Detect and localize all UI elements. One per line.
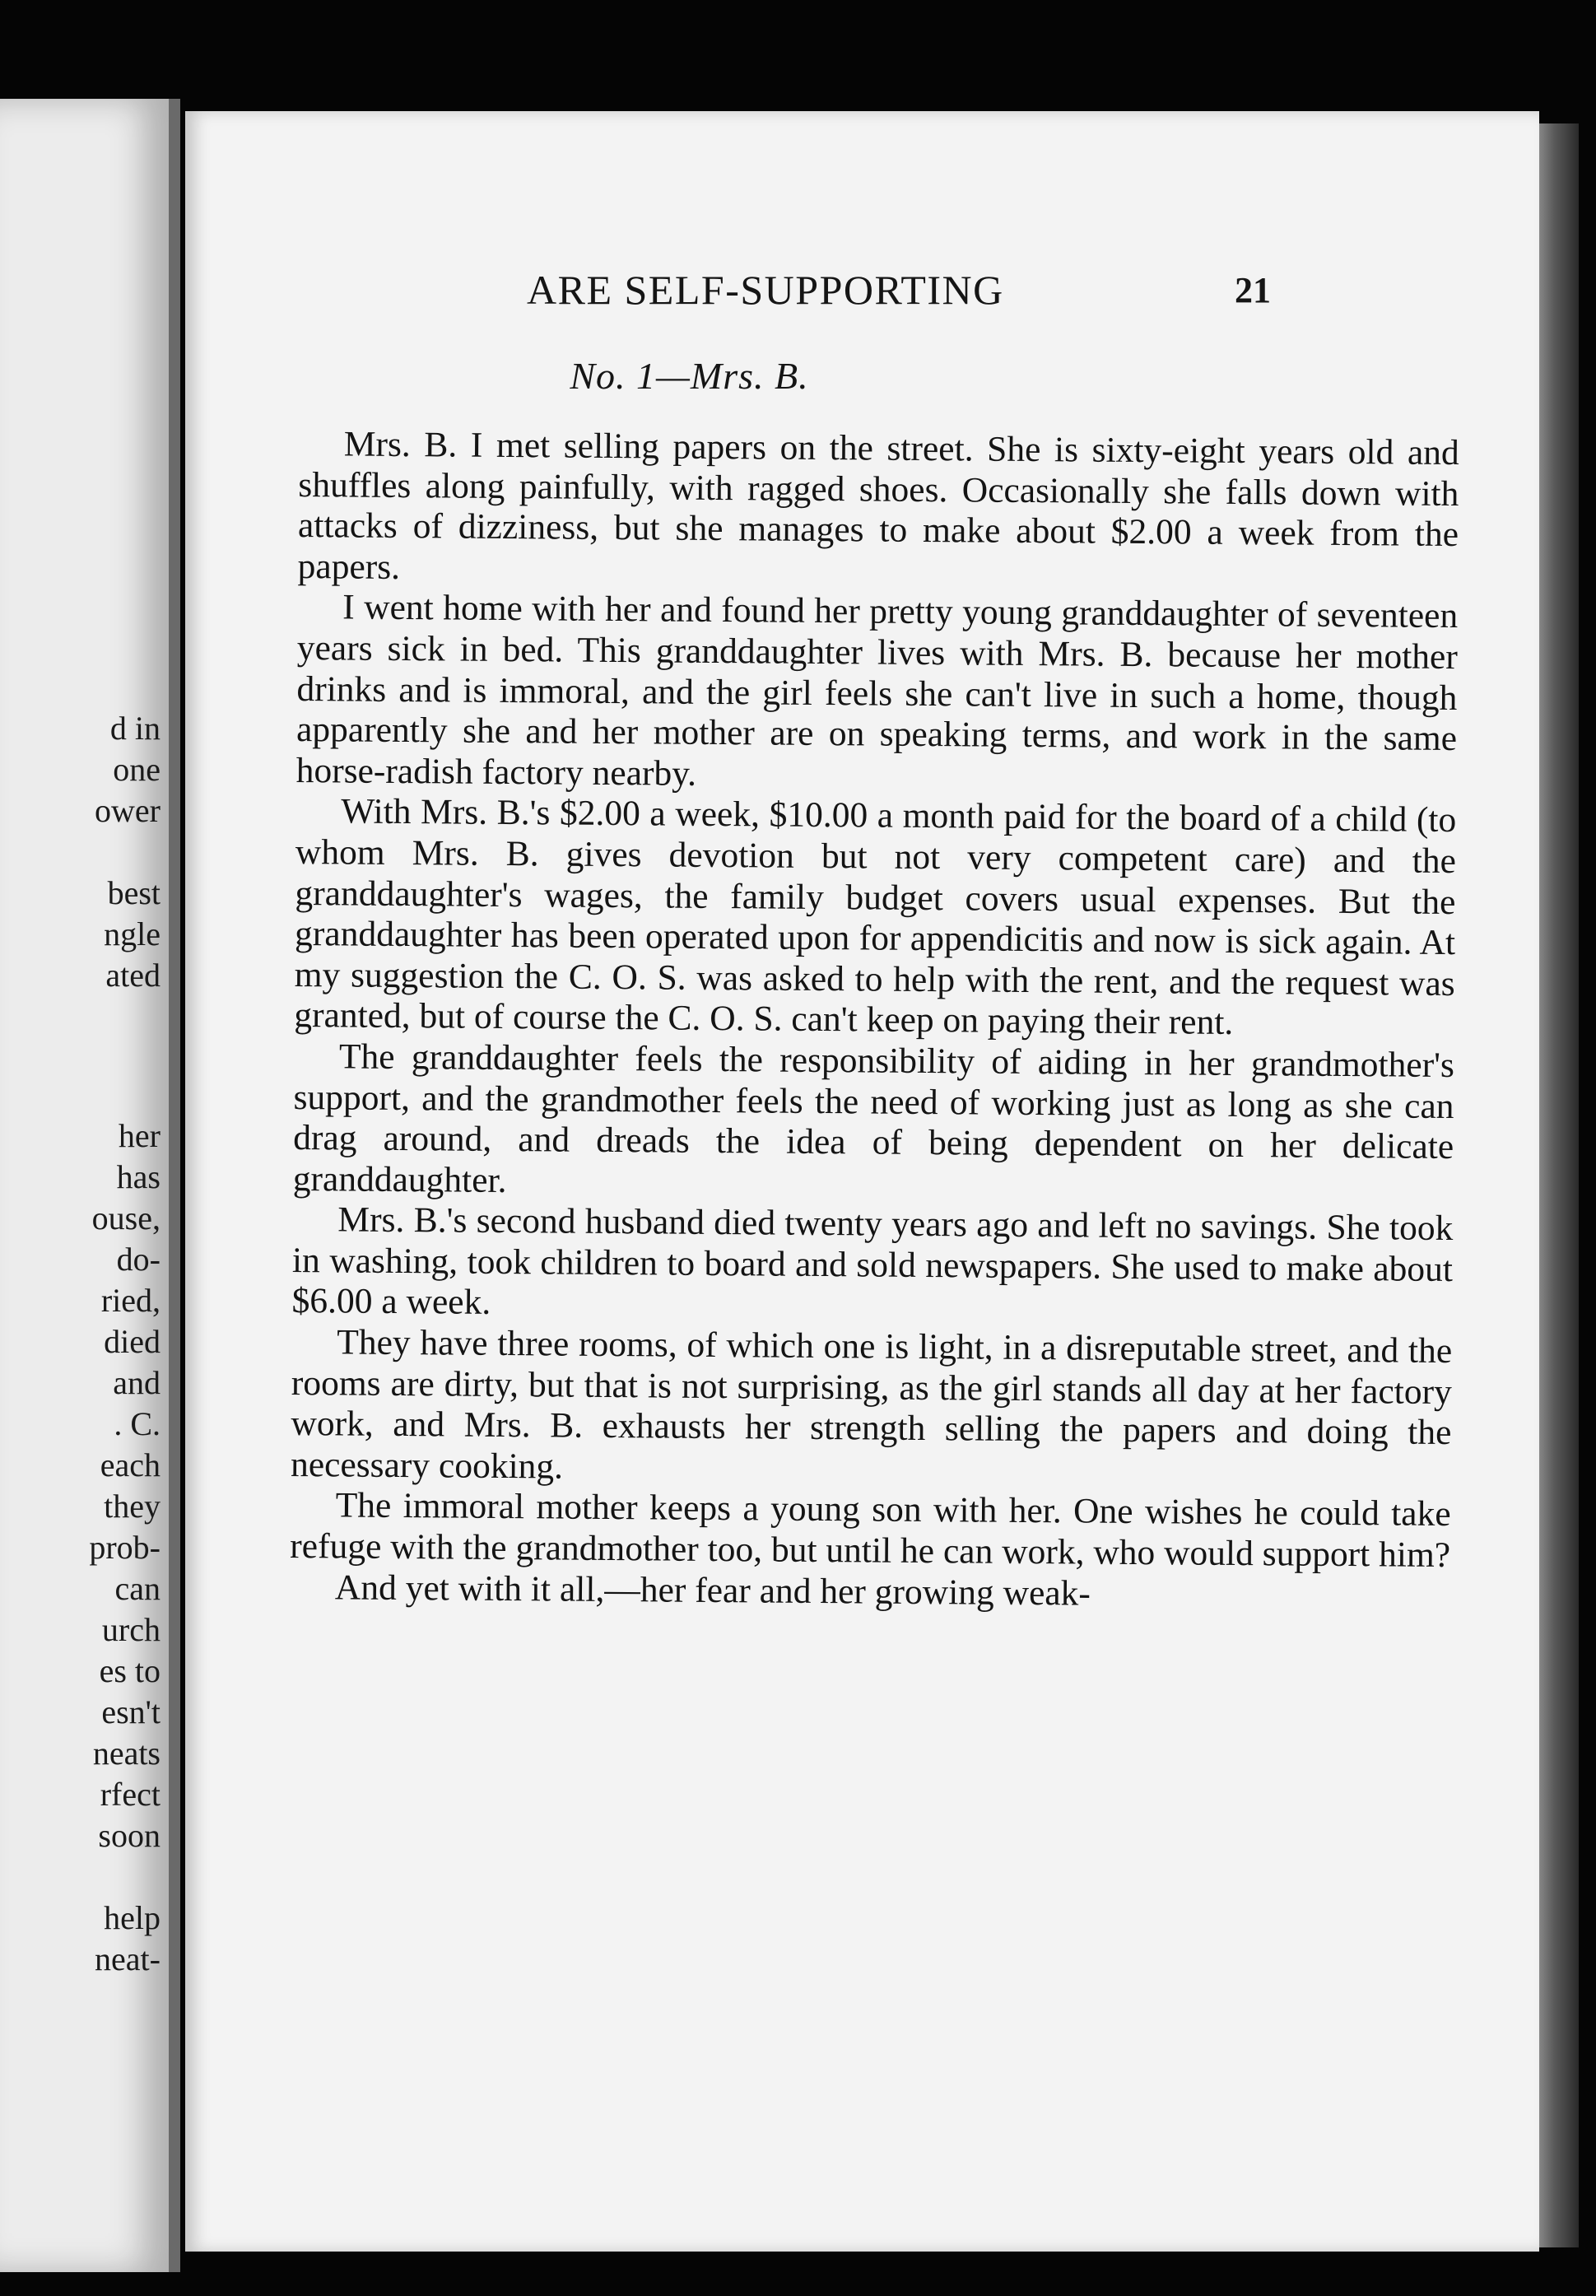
facing-page-fragment: ouse, xyxy=(91,1199,161,1236)
page-edge-right xyxy=(1538,123,1579,2247)
paragraph: With Mrs. B.'s $2.00 a week, $10.00 a month paid for the board of a child (to whom Mrs. B. gives devotion but not very competent care) and the granddaughter's wages, the family budget covers usual expenses. But the granddaughter has been operated upon for appendicitis and now is sick again. At my suggestion the C. O. S. was asked to help with the rent, and the request was granted, but of course the C. O. S. can't keep on paying their rent. xyxy=(294,791,1457,1043)
facing-page-fragment: d in xyxy=(109,710,161,747)
facing-page-fragment: ated xyxy=(105,957,161,994)
section-title: No. 1—Mrs. B. xyxy=(570,355,809,397)
facing-page-fragment: each xyxy=(100,1446,161,1483)
facing-page-fragment: . C. xyxy=(114,1405,161,1442)
body-text xyxy=(290,424,1459,1617)
facing-page-fragment: one xyxy=(113,751,161,788)
facing-page-left xyxy=(0,99,180,2272)
facing-page-fragment: urch xyxy=(101,1611,161,1648)
facing-page-fragment: help xyxy=(104,1899,161,1936)
paragraph: And yet with it all,—her fear and her growing weak- xyxy=(334,1567,1091,1614)
facing-page-fragment: they xyxy=(104,1488,161,1525)
running-head xyxy=(185,266,1539,324)
facing-page-fragment: prob- xyxy=(89,1529,161,1566)
facing-page-fragment: neat- xyxy=(95,1940,161,1977)
facing-page-fragment: has xyxy=(116,1158,161,1195)
facing-page-fragment: esn't xyxy=(101,1693,161,1730)
paragraph: Mrs. B. I met selling papers on the street. She is sixty-eight years old and shuffles along painfully, with ragged shoes. Occasionally she falls down with attacks of dizziness, but she manages to make about $2.00 a week from the papers. xyxy=(297,424,1459,587)
paragraph: They have three rooms, of which one is light, in a disreputable street, and the rooms are dirty, but that is not surprising, as the girl stands all day at her factory work, and Mrs. B. exhausts her strength selling the papers and doing the necessary cooking. xyxy=(290,1322,1453,1487)
facing-page-fragment: do- xyxy=(116,1241,161,1278)
facing-page-fragment: soon xyxy=(98,1817,161,1854)
paragraph: The immoral mother keeps a young son with her. One wishes he could take refuge with the grandmother too, but until he can work, who would support him? xyxy=(290,1485,1451,1576)
facing-page-fragment: ngle xyxy=(104,915,161,952)
facing-page-fragment: her xyxy=(118,1117,161,1154)
facing-page-fragment: es to xyxy=(99,1652,161,1689)
paragraph: Mrs. B.'s second husband died twenty years ago and left no savings. She took in washing, took children to board and sold newspapers. She used to make about $6.00 a week. xyxy=(291,1199,1454,1323)
book-page xyxy=(185,111,1539,2252)
facing-page-fragment: rfect xyxy=(100,1776,161,1813)
page-number: 21 xyxy=(1235,270,1271,310)
facing-page-fragment: best xyxy=(107,874,161,911)
facing-page-fragment: can xyxy=(114,1570,161,1607)
facing-page-fragment: ried, xyxy=(100,1282,161,1319)
facing-page-fragment: died xyxy=(104,1323,161,1360)
facing-page-fragment: ower xyxy=(95,792,161,829)
paragraph: The granddaughter feels the responsibility of aiding in her grandmother's support, and the grandmother feels the need of working just as long as she can drag around, and dreads the idea of being dependent on her delicate granddaughter. xyxy=(292,1036,1455,1200)
facing-page-fragment: and xyxy=(113,1364,161,1401)
running-head-title: ARE SELF-SUPPORTING xyxy=(527,267,1004,313)
facing-page-fragment: neats xyxy=(92,1735,161,1772)
paragraph: I went home with her and found her pretty young granddaughter of seventeen years sick in bed. This granddaughter lives with Mrs. B. because her mother drinks and is immoral, and the girl feels she can't live in such a home, though apparently she and her mother are on speaking terms, and work in the same horse-radish factory nearby. xyxy=(295,587,1459,794)
